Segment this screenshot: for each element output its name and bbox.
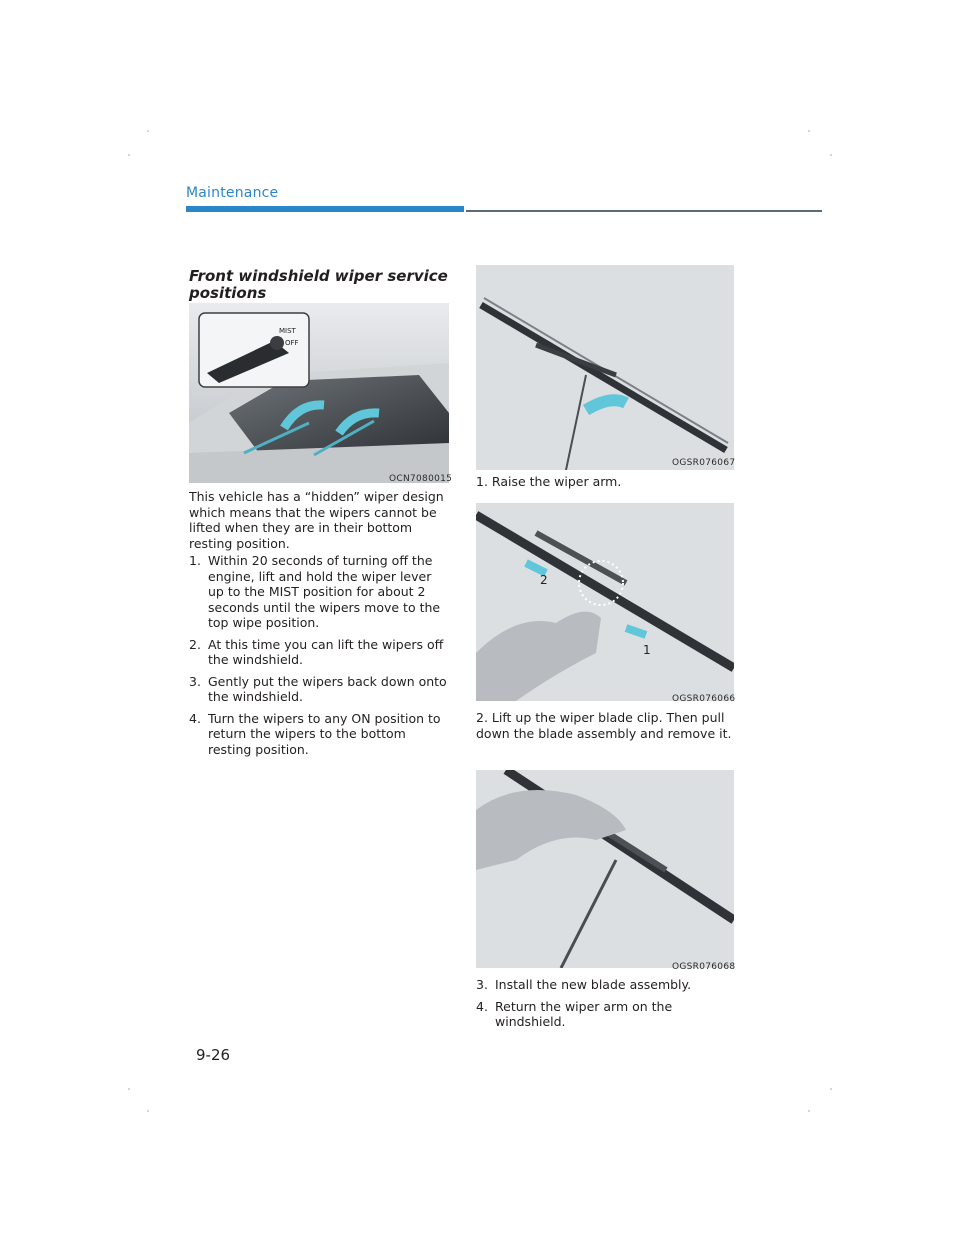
mist-label: MIST [279,327,296,335]
callout-1: 1 [643,643,651,657]
step-text: At this time you can lift the wipers off the windshield. [208,636,444,667]
step-item [476,710,738,741]
step-number: 3. [189,673,201,689]
registration-mark [830,154,832,156]
step-text: Turn the wipers to any ON position to return the wipers to the bottom resting position. [208,710,441,757]
figure-remove-blade [476,503,734,701]
install-blade-illustration [476,770,734,968]
step-number: 2. [476,710,488,725]
step-text: Return the wiper arm on the windshield. [495,998,673,1029]
registration-mark [808,130,810,132]
intro-paragraph: This vehicle has a “hidden” wiper design which means that the wipers cannot be lifted when they are in their bottom resting position. [189,489,444,551]
section-title [189,268,449,302]
callout-2: 2 [540,573,548,587]
section-title-line1: Front windshield wiper service [189,267,448,285]
figure-code: OGSR076068 [672,962,736,972]
step-text: Gently put the wipers back down onto the windshield. [208,673,447,704]
raise-wiper-illustration [476,265,734,470]
section-header: Maintenance [186,185,279,201]
step-item [476,474,738,490]
figure-code: OCN7080015 [389,474,453,484]
step-number: 4. [476,998,488,1014]
list-item [476,977,738,993]
remove-blade-illustration [476,503,734,701]
step-number: 1. [189,553,201,568]
list-item [189,553,451,631]
install-steps-list [476,977,738,1036]
step-text: Within 20 seconds of turning off the engine, lift and hold the wiper lever up to the MIST position for about 2 seconds until the wipers move to the top wipe position. [208,553,441,630]
list-item [189,711,451,758]
list-item [189,674,451,705]
figure-install-blade [476,770,734,968]
registration-mark [830,1088,832,1090]
figure-code: OGSR076066 [672,694,736,704]
step-number: 2. [189,636,201,652]
windshield-illustration [189,303,449,483]
section-title-line2: positions [189,284,267,302]
header-rule [466,210,822,212]
off-label: OFF [285,339,299,347]
figure-raise-wiper [476,265,734,470]
registration-mark [808,1110,810,1112]
list-item [189,637,451,668]
step-text: Lift up the wiper blade clip. Then pull down the blade assembly and remove it. [476,710,732,741]
step-text: Install the new blade assembly. [495,977,692,992]
page-number: 9-26 [196,1046,231,1064]
step-number: 1. [476,474,488,489]
figure-code: OGSR076067 [672,458,736,468]
header-accent-bar [186,206,464,212]
step-number: 4. [189,710,201,726]
procedure-list [189,553,451,763]
registration-mark [147,130,149,132]
figure-windshield-wipers [189,303,449,483]
step-text: Raise the wiper arm. [491,474,622,489]
list-item [476,999,738,1030]
registration-mark [128,1088,130,1090]
registration-mark [128,154,130,156]
registration-mark [147,1110,149,1112]
step-number: 3. [476,977,488,992]
